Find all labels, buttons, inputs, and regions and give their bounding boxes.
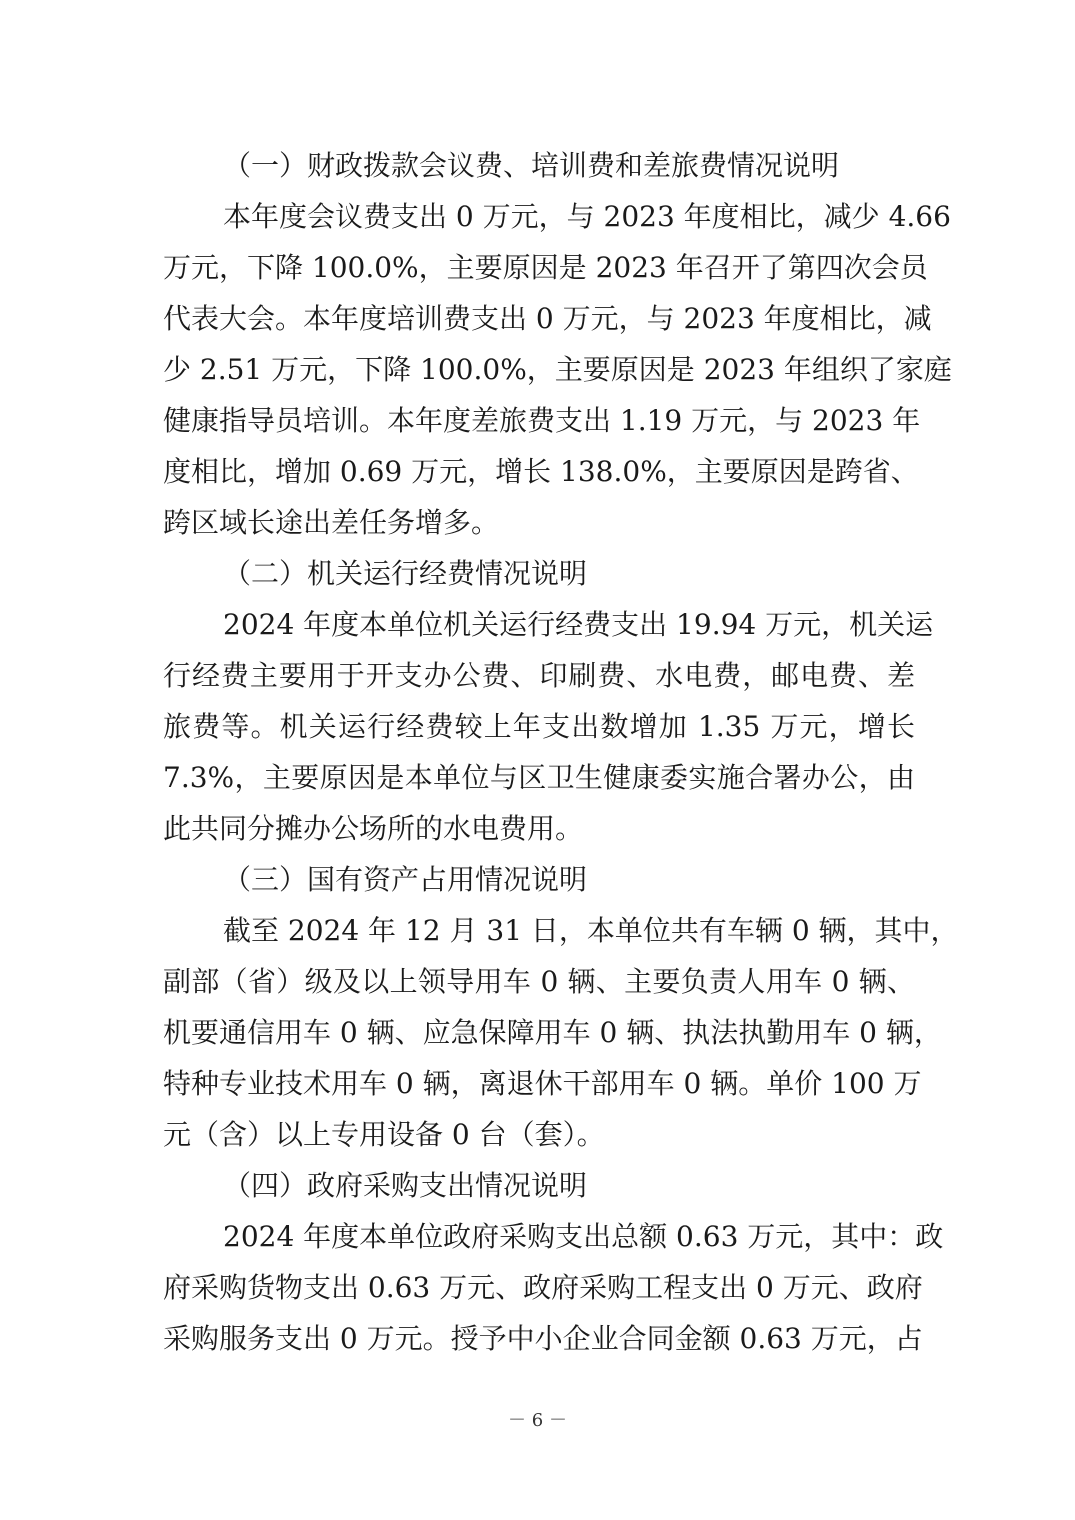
section-heading-2: （二）机关运行经费情况说明: [223, 557, 588, 590]
section-heading-3: （三）国有资产占用情况说明: [223, 863, 588, 896]
paragraph-line: 2024 年度本单位政府采购支出总额 0.63 万元，其中：政: [223, 1220, 944, 1253]
paragraph-line: 度相比，增加 0.69 万元，增长 138.0%，主要原因是跨省、: [163, 455, 919, 488]
paragraph-line: 7.3%，主要原因是本单位与区卫生健康委实施合署办公，由: [163, 761, 915, 794]
paragraph-line: 机要通信用车 0 辆、应急保障用车 0 辆、执法执勤用车 0 辆，: [163, 1016, 942, 1049]
paragraph-line: 旅费等。机关运行经费较上年支出数增加 1.35 万元，增长: [163, 710, 915, 743]
paragraph-line: 截至 2024 年 12 月 31 日，本单位共有车辆 0 辆，其中，: [223, 914, 959, 947]
paragraph-line: 副部（省）级及以上领导用车 0 辆、主要负责人用车 0 辆、: [163, 965, 915, 998]
paragraph-line: 特种专业技术用车 0 辆，离退休干部用车 0 辆。单价 100 万: [163, 1067, 922, 1100]
paragraph-line: 本年度会议费支出 0 万元，与 2023 年度相比，减少 4.66: [223, 200, 951, 233]
paragraph-line: 健康指导员培训。本年度差旅费支出 1.19 万元，与 2023 年: [163, 404, 921, 437]
paragraph-line: 2024 年度本单位机关运行经费支出 19.94 万元，机关运: [223, 608, 934, 641]
paragraph-line: 行经费主要用于开支办公费、印刷费、水电费，邮电费、差: [163, 659, 915, 692]
paragraph-line: 此共同分摊办公场所的水电费用。: [163, 812, 584, 845]
section-heading-4: （四）政府采购支出情况说明: [223, 1169, 588, 1202]
section-heading-1: （一）财政拨款会议费、培训费和差旅费情况说明: [223, 149, 840, 182]
paragraph-line: 万元，下降 100.0%，主要原因是 2023 年召开了第四次会员: [163, 251, 928, 284]
page-number: － 6 －: [508, 1410, 567, 1431]
paragraph-line: 元（含）以上专用设备 0 台（套）。: [163, 1118, 605, 1151]
paragraph-line: 跨区域长途出差任务增多。: [163, 506, 500, 539]
paragraph-line: 府采购货物支出 0.63 万元、政府采购工程支出 0 万元、政府: [163, 1271, 923, 1304]
document-body: [163, 140, 959, 1364]
paragraph-line: 代表大会。本年度培训费支出 0 万元，与 2023 年度相比，减: [163, 302, 932, 335]
paragraph-line: 少 2.51 万元，下降 100.0%，主要原因是 2023 年组织了家庭: [163, 353, 952, 386]
paragraph-line: 采购服务支出 0 万元。授予中小企业合同金额 0.63 万元，占: [163, 1322, 923, 1355]
